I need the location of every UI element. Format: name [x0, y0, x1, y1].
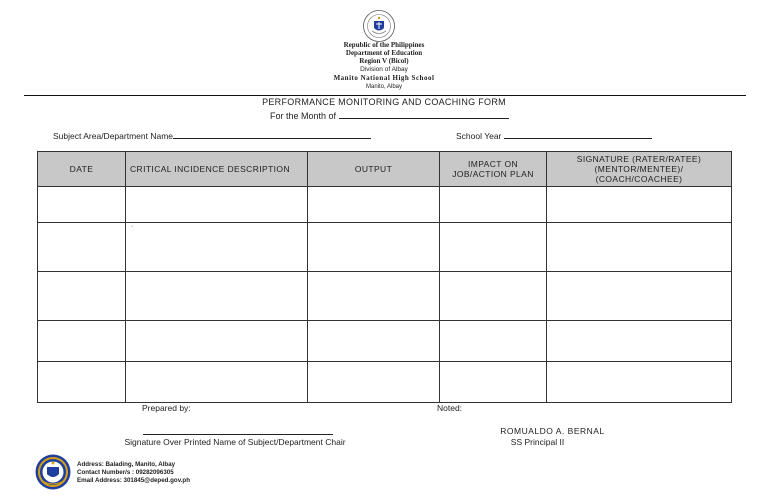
table-cell: [308, 321, 440, 362]
column-header-signature: SIGNATURE (RATER/RATEE)(MENTOR/MENTEE)/ (COACH/COACHEE): [547, 152, 732, 187]
table-row: [38, 272, 732, 321]
table-cell: [38, 223, 126, 272]
table-cell: [440, 187, 547, 223]
table-cell: [126, 321, 308, 362]
footer-address: Address: Balading, Manito, Albay: [77, 461, 176, 468]
month-label: For the Month of: [270, 111, 337, 121]
school-year-blank: [504, 129, 652, 139]
table-row: [38, 187, 732, 223]
stray-mark: ·: [131, 223, 134, 230]
signature-label: Signature Over Printed Name of Subject/Department Chair: [124, 437, 346, 447]
header-school: Manito National High School: [333, 74, 435, 82]
prepared-by-label: Prepared by:: [142, 403, 191, 413]
table-cell: [38, 362, 126, 403]
table-cell: [440, 321, 547, 362]
footer-email: Email Address: 301845@deped.gov.ph: [77, 477, 190, 484]
header-location: Manito, Albay: [365, 84, 403, 90]
table-cell: [440, 362, 547, 403]
table-cell: [547, 187, 732, 223]
column-header-impact: IMPACT ON JOB/ACTION PLAN: [440, 152, 547, 187]
header-republic: Republic of the Philippines: [343, 41, 425, 49]
month-row: [270, 109, 509, 121]
signature-line: [143, 434, 333, 435]
noted-label: Noted:: [437, 403, 463, 413]
table-cell: [308, 362, 440, 403]
header-department: Department of Education: [345, 49, 423, 57]
table-row: [38, 321, 732, 362]
coaching-table: [37, 151, 732, 403]
principal-title: SS Principal II: [510, 437, 565, 447]
table-cell: [126, 223, 308, 272]
subject-label: Subject Area/Department Name: [53, 131, 174, 141]
table-cell: [440, 223, 547, 272]
school-year-row: [456, 129, 652, 141]
table-cell: [126, 362, 308, 403]
table-cell: [547, 362, 732, 403]
column-header-description: CRITICAL INCIDENCE DESCRIPTION: [126, 152, 308, 187]
table-cell: [547, 223, 732, 272]
table-cell: [547, 321, 732, 362]
header-divider: [24, 95, 746, 96]
table-cell: [126, 272, 308, 321]
form-title: PERFORMANCE MONITORING AND COACHING FORM: [262, 97, 506, 107]
deped-footer-seal-icon: [35, 454, 71, 490]
table-cell: [440, 272, 547, 321]
subject-blank: [173, 129, 371, 139]
subject-row: [53, 129, 371, 141]
table-cell: [308, 272, 440, 321]
table-cell: [126, 187, 308, 223]
table-header-row: [38, 152, 732, 187]
table-cell: [308, 223, 440, 272]
month-blank: [339, 109, 509, 119]
table-cell: [38, 272, 126, 321]
table-cell: [38, 321, 126, 362]
table-cell: [308, 187, 440, 223]
table-cell: [547, 272, 732, 321]
header-region: Region V (Bicol): [359, 57, 409, 65]
principal-name: ROMUALDO A. BERNAL: [500, 426, 605, 436]
column-header-date: DATE: [38, 152, 126, 187]
header-division: Division of Albay: [360, 66, 408, 73]
table-row: [38, 223, 732, 272]
column-header-output: OUTPUT: [308, 152, 440, 187]
footer-contact: Contact Number/s : 09282096305: [77, 469, 174, 476]
deped-seal-icon: [363, 10, 395, 42]
table-row: [38, 362, 732, 403]
table-cell: [38, 187, 126, 223]
school-year-label: School Year: [456, 131, 502, 141]
